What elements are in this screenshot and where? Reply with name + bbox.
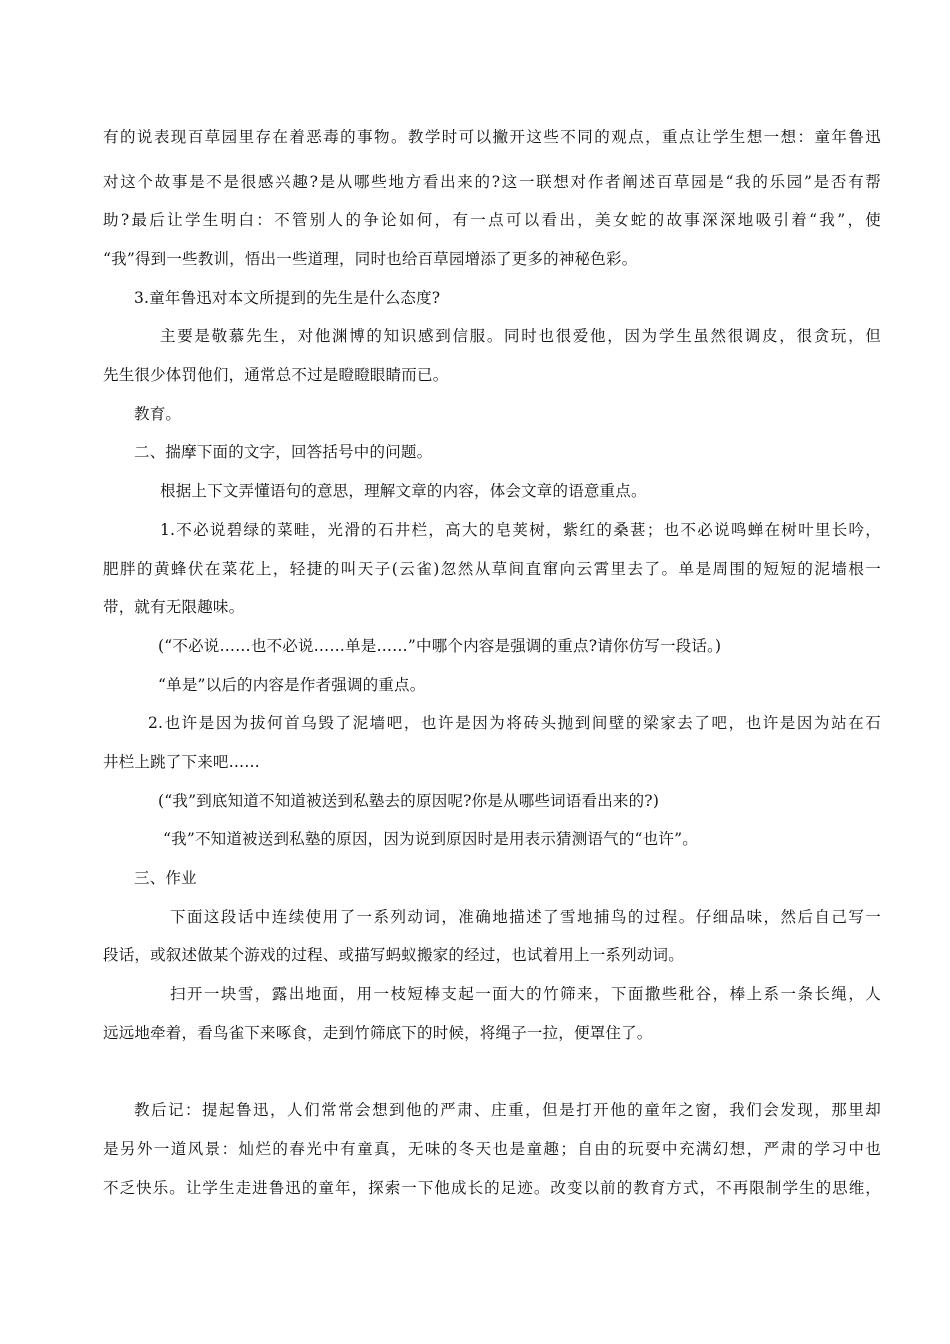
answer-line: 先生很少体罚他们，通常总不过是瞪瞪眼睛而已。	[103, 366, 449, 384]
section-heading: 三、作业	[134, 869, 197, 887]
paragraph-line: 根据上下文弄懂语句的意思，理解文章的内容，体会文章的语意重点。	[160, 482, 647, 500]
paragraph-line: 下面这段话中连续使用了一系列动词，准确地描述了雪地捕鸟的过程。仔细品味，然后自己写一	[170, 908, 881, 926]
paragraph-line: 助?最后让学生明白：不管别人的争论如何，有一点可以看出，美女蛇的故事深深地吸引着“我”，使	[103, 211, 881, 229]
example-line: 扫开一块雪，露出地面，用一枝短棒支起一面大的竹筛来，下面撒些秕谷，棒上系一条长绳，人	[170, 985, 881, 1003]
note-line: 是另外一道风景：灿烂的春光中有童真，无味的冬天也是童趣；自由的玩耍中充满幻想，严肃的学习中也	[103, 1140, 881, 1158]
quote-line: 2.也许是因为拔何首乌毁了泥墙吧，也许是因为将砖头抛到间壁的梁家去了吧，也许是因为站在石	[148, 714, 881, 732]
note-line: 不乏快乐。让学生走进鲁迅的童年，探索一下他成长的足迹。改变以前的教育方式，不再限制学生的思维，	[103, 1179, 881, 1197]
quote-line: 肥胖的黄蜂伏在菜花上，轻捷的叫天子(云雀)忽然从草间直窜向云霄里去了。单是周围的短短的泥墙根一	[103, 560, 881, 578]
question-line: (“不必说……也不必说……单是……”中哪个内容是强调的重点?请你仿写一段话。)	[158, 637, 722, 655]
question-line: (“我”到底知道不知道被送到私塾去的原因呢?你是从哪些词语看出来的?)	[158, 792, 660, 810]
answer-line: “我”不知道被送到私塾的原因，因为说到原因时是用表示猜测语气的“也许”。	[163, 830, 698, 848]
quote-line: 1.不必说碧绿的菜畦，光滑的石井栏，高大的皂荚树，紫红的桑葚；也不必说鸣蝉在树叶里长吟，	[160, 521, 881, 539]
answer-line: 主要是敬慕先生，对他渊博的知识感到信服。同时也很爱他，因为学生虽然很调皮，很贪玩，但	[160, 327, 881, 345]
note-line: 教后记：提起鲁迅，人们常常会想到他的严肃、庄重，但是打开他的童年之窗，我们会发现，那里却	[134, 1101, 881, 1119]
paragraph-line: 教育。	[134, 405, 182, 423]
question-heading: 3.童年鲁迅对本文所提到的先生是什么态度?	[134, 289, 441, 307]
answer-line: “单是”以后的内容是作者强调的重点。	[158, 676, 426, 694]
quote-line: 井栏上跳了下来吧……	[103, 753, 261, 771]
paragraph-line: “我”得到一些教训，悟出一些道理，同时也给百草园增添了更多的神秘色彩。	[103, 250, 638, 268]
paragraph-line: 段话，或叙述做某个游戏的过程、或描写蚂蚁搬家的经过，也试着用上一系列动词。	[103, 946, 684, 964]
section-heading: 二、揣摩下面的文字，回答括号中的问题。	[134, 443, 433, 461]
paragraph-line: 有的说表现百草园里存在着恶毒的事物。教学时可以撇开这些不同的观点，重点让学生想一想：童年鲁迅	[103, 128, 881, 146]
example-line: 远远地牵着，看鸟雀下来啄食，走到竹筛底下的时候，将绳子一拉，便罩住了。	[103, 1024, 653, 1042]
paragraph-line: 对这个故事是不是很感兴趣?是从哪些地方看出来的?这一联想对作者阐述百草园是“我的乐园”是否有帮	[103, 173, 881, 191]
quote-line: 带，就有无限趣味。	[103, 598, 245, 616]
